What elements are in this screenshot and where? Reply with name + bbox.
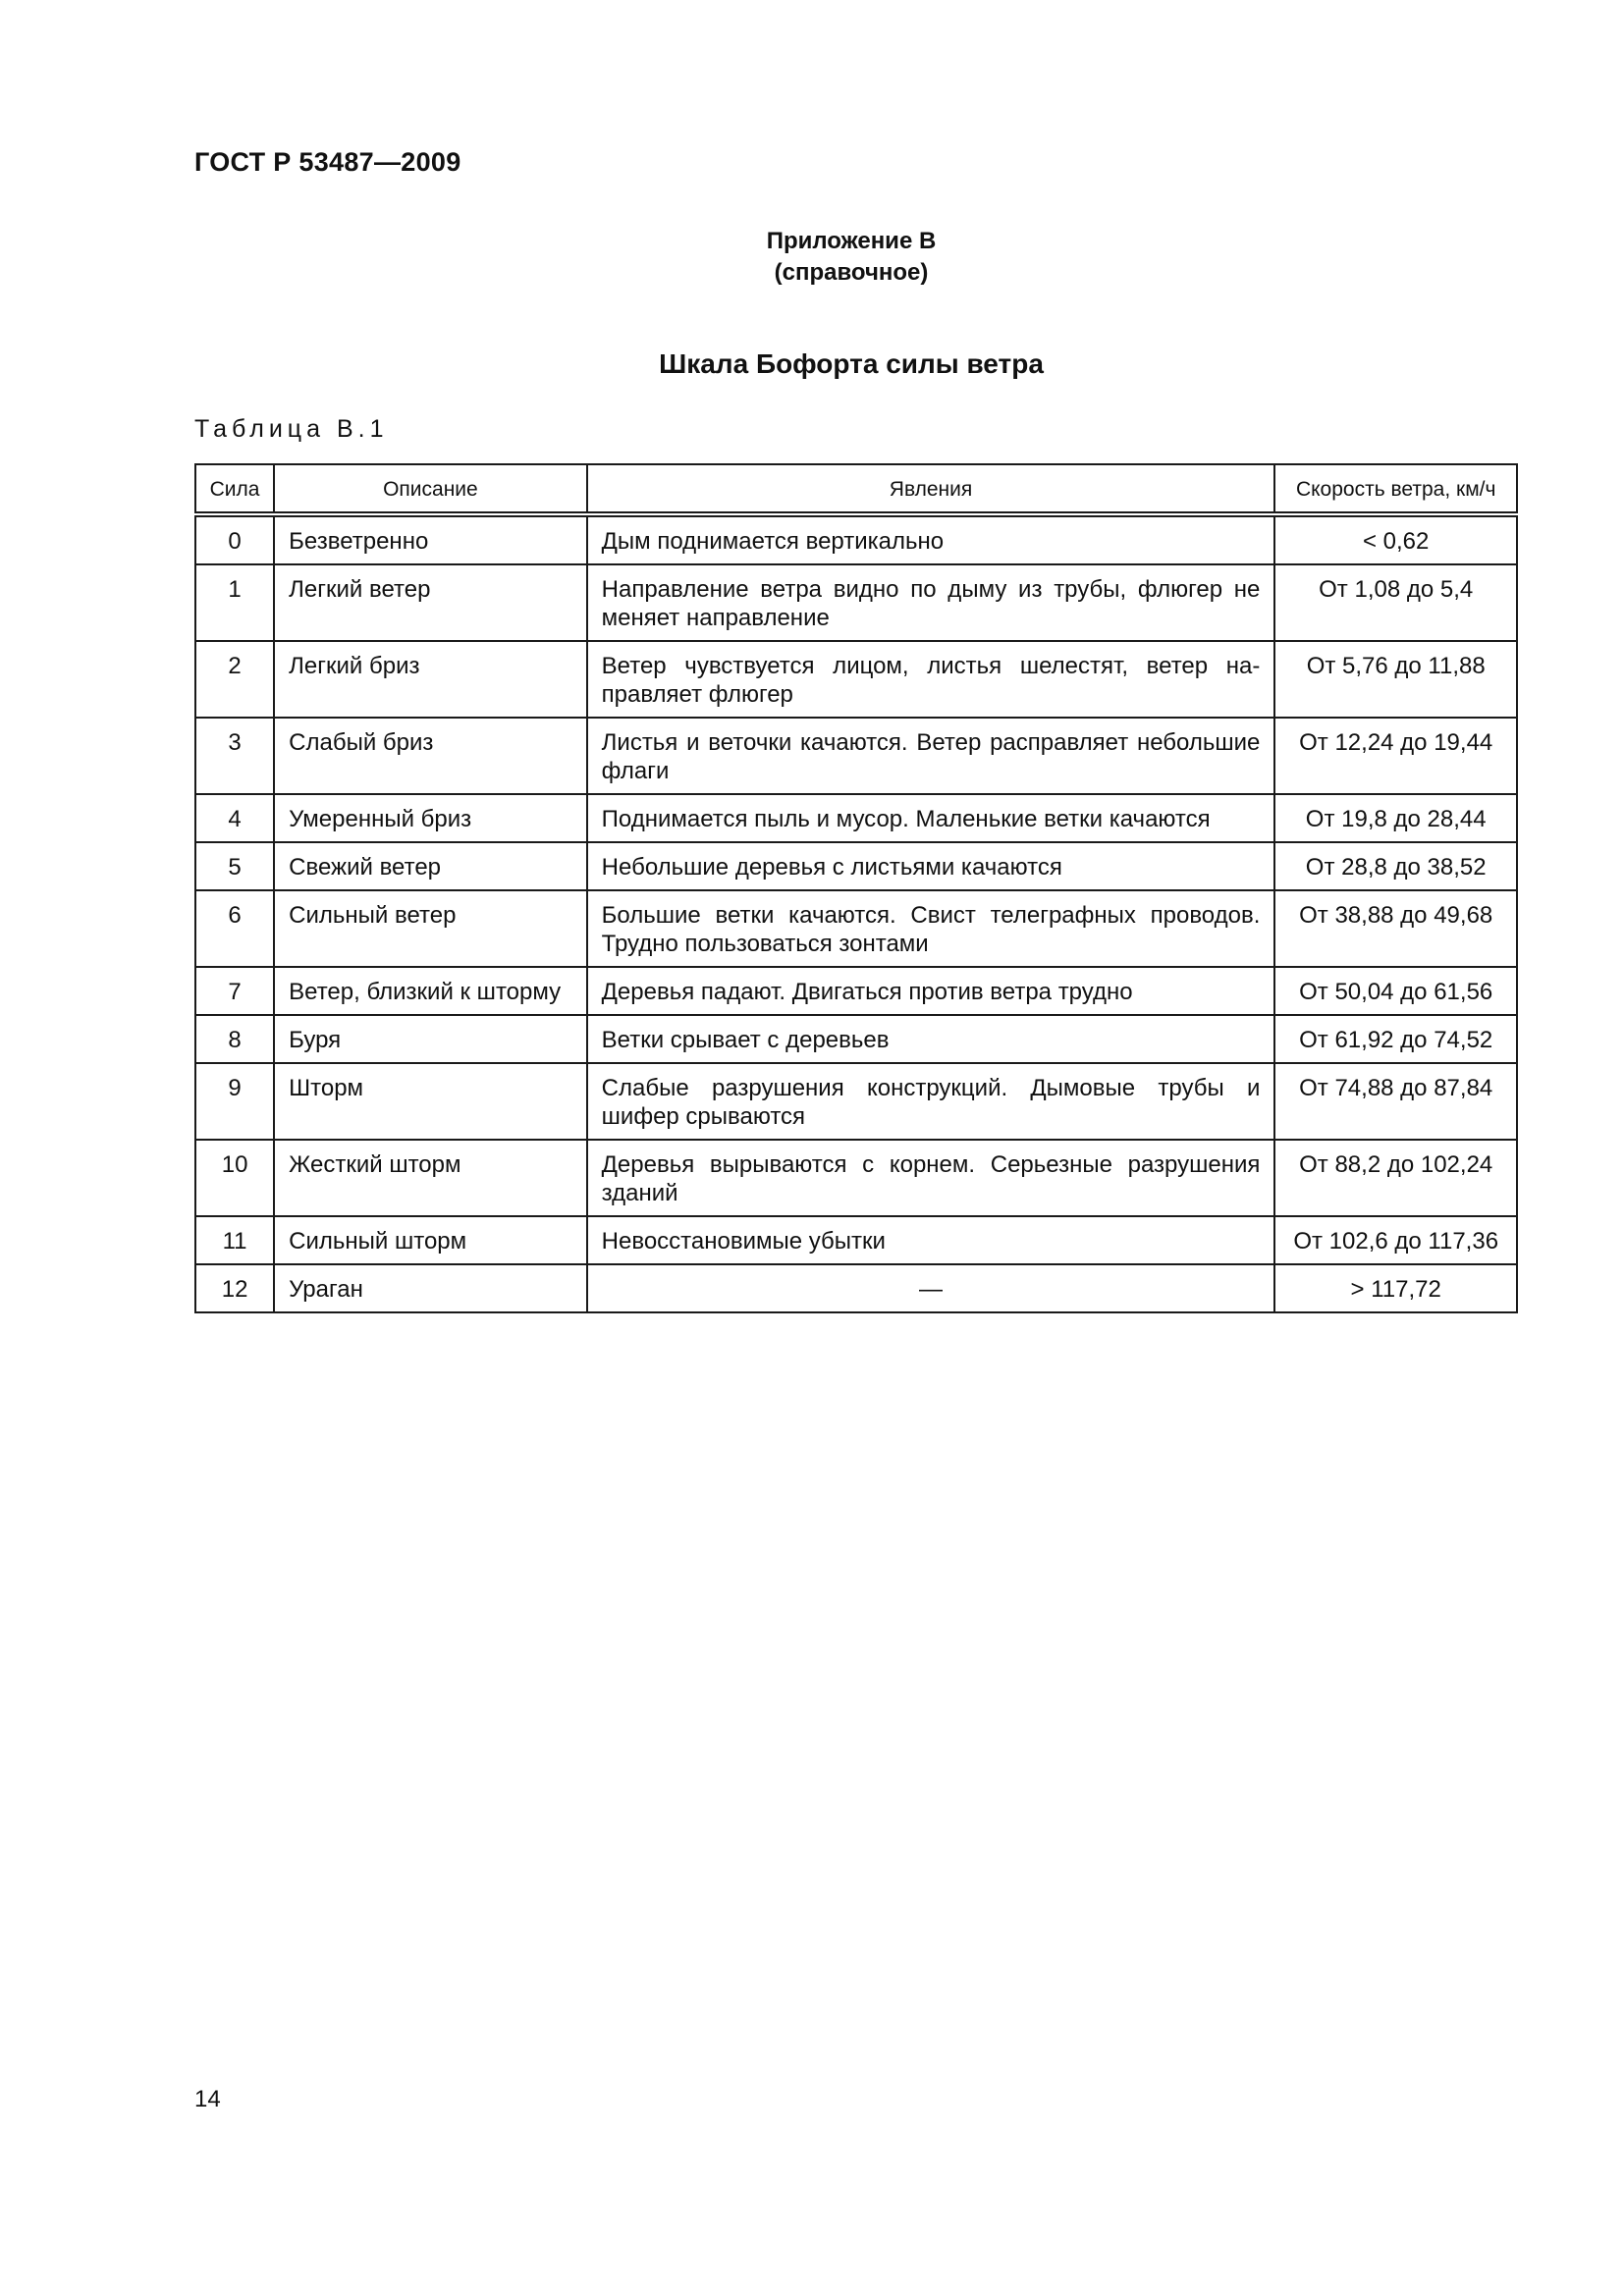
cell-force: 1	[195, 564, 274, 641]
cell-phenomena: Направление ветра видно по дыму из трубы, флюгер не меняет направление	[587, 564, 1275, 641]
cell-speed: < 0,62	[1274, 514, 1517, 564]
cell-phenomena: Листья и веточки качаются. Ветер расправляет небольшие флаги	[587, 718, 1275, 794]
cell-phenomena: Дым поднимается вертикально	[587, 514, 1275, 564]
document-code: ГОСТ Р 53487—2009	[194, 147, 461, 177]
cell-phenomena: Слабые разрушения конструкций. Дымовые трубы и шифер срываются	[587, 1063, 1275, 1140]
table-body	[195, 514, 1517, 1312]
cell-phenomena: Небольшие деревья с листьями качаются	[587, 842, 1275, 890]
appendix-heading	[0, 226, 1624, 289]
table-row	[195, 641, 1517, 718]
cell-description: Ураган	[274, 1264, 587, 1312]
cell-speed: От 12,24 до 19,44	[1274, 718, 1517, 794]
cell-phenomena: Большие ветки качаются. Свист телеграфных проводов. Трудно пользоваться зонтами	[587, 890, 1275, 967]
table-caption: Таблица В.1	[194, 415, 389, 443]
section-title: Шкала Бофорта силы ветра	[659, 348, 1044, 379]
cell-phenomena: —	[587, 1264, 1275, 1312]
cell-force: 9	[195, 1063, 274, 1140]
cell-description: Умеренный бриз	[274, 794, 587, 842]
cell-phenomena: Ветер чувствуется лицом, листья шелестят, ветер направляет флюгер	[587, 641, 1275, 718]
cell-force: 12	[195, 1264, 274, 1312]
cell-description: Легкий бриз	[274, 641, 587, 718]
cell-force: 7	[195, 967, 274, 1015]
table-row	[195, 1063, 1517, 1140]
table-row	[195, 967, 1517, 1015]
cell-speed: От 50,04 до 61,56	[1274, 967, 1517, 1015]
cell-speed: > 117,72	[1274, 1264, 1517, 1312]
cell-force: 3	[195, 718, 274, 794]
cell-speed: От 5,76 до 11,88	[1274, 641, 1517, 718]
cell-force: 5	[195, 842, 274, 890]
cell-description: Безветренно	[274, 514, 587, 564]
table-row	[195, 794, 1517, 842]
cell-speed: От 38,88 до 49,68	[1274, 890, 1517, 967]
cell-speed: От 61,92 до 74,52	[1274, 1015, 1517, 1063]
table-row	[195, 842, 1517, 890]
header-speed: Скорость ветра, км/ч	[1274, 464, 1517, 514]
cell-force: 11	[195, 1216, 274, 1264]
cell-force: 0	[195, 514, 274, 564]
cell-phenomena: Невосстановимые убытки	[587, 1216, 1275, 1264]
cell-description: Жесткий шторм	[274, 1140, 587, 1216]
table-row	[195, 514, 1517, 564]
cell-description: Сильный ветер	[274, 890, 587, 967]
page-number: 14	[194, 2086, 221, 2112]
cell-speed: От 19,8 до 28,44	[1274, 794, 1517, 842]
cell-force: 8	[195, 1015, 274, 1063]
table-row	[195, 1264, 1517, 1312]
header-force: Сила	[195, 464, 274, 514]
cell-phenomena: Деревья падают. Двигаться против ветра трудно	[587, 967, 1275, 1015]
beaufort-scale-table	[194, 463, 1518, 1313]
cell-description: Свежий ветер	[274, 842, 587, 890]
table-row	[195, 1015, 1517, 1063]
cell-speed: От 102,6 до 117,36	[1274, 1216, 1517, 1264]
cell-force: 4	[195, 794, 274, 842]
cell-description: Сильный шторм	[274, 1216, 587, 1264]
table-row	[195, 718, 1517, 794]
cell-force: 2	[195, 641, 274, 718]
table-row	[195, 564, 1517, 641]
cell-force: 6	[195, 890, 274, 967]
cell-description: Буря	[274, 1015, 587, 1063]
cell-description: Шторм	[274, 1063, 587, 1140]
header-phenomena: Явления	[587, 464, 1275, 514]
table-header-row	[195, 464, 1517, 514]
cell-phenomena: Ветки срывает с деревьев	[587, 1015, 1275, 1063]
table-row	[195, 1140, 1517, 1216]
cell-phenomena: Поднимается пыль и мусор. Маленькие ветки качаются	[587, 794, 1275, 842]
cell-description: Ветер, близкий к шторму	[274, 967, 587, 1015]
cell-force: 10	[195, 1140, 274, 1216]
cell-speed: От 88,2 до 102,24	[1274, 1140, 1517, 1216]
cell-phenomena: Деревья вырываются с корнем. Серьезные разрушения зданий	[587, 1140, 1275, 1216]
cell-speed: От 1,08 до 5,4	[1274, 564, 1517, 641]
appendix-title: Приложение В	[766, 228, 937, 254]
table-row	[195, 1216, 1517, 1264]
cell-description: Слабый бриз	[274, 718, 587, 794]
header-description: Описание	[274, 464, 587, 514]
cell-speed: От 74,88 до 87,84	[1274, 1063, 1517, 1140]
table-row	[195, 890, 1517, 967]
cell-speed: От 28,8 до 38,52	[1274, 842, 1517, 890]
cell-description: Легкий ветер	[274, 564, 587, 641]
appendix-subtitle: (справочное)	[774, 259, 929, 286]
